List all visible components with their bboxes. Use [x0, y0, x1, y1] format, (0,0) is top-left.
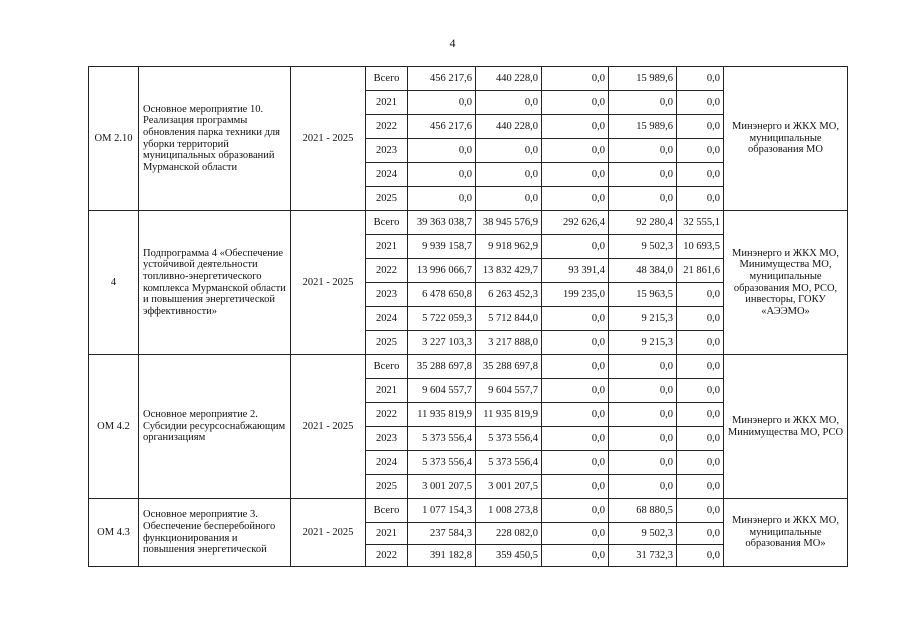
- amount-cell-v4: 31 732,3: [609, 545, 677, 567]
- amount-cell-v1: 237 584,3: [408, 523, 476, 545]
- amount-cell-v2: 5 712 844,0: [476, 307, 542, 331]
- year-cell: 2023: [366, 283, 408, 307]
- amount-cell-v5: 0,0: [677, 427, 724, 451]
- amount-cell-v5: 0,0: [677, 331, 724, 355]
- amount-cell-v3: 0,0: [542, 307, 609, 331]
- amount-cell-v1: 5 373 556,4: [408, 451, 476, 475]
- amount-cell-v4: 15 989,6: [609, 67, 677, 91]
- table-row: [89, 211, 848, 235]
- amount-cell-v4: 0,0: [609, 187, 677, 211]
- amount-cell-v3: 199 235,0: [542, 283, 609, 307]
- amount-cell-v1: 5 722 059,3: [408, 307, 476, 331]
- amount-cell-v4: 0,0: [609, 91, 677, 115]
- activity-name: Подпрограмма 4 «Обеспечение устойчивой деятельности топливно-энергетического комплекса Мурманской области и повышения энергетической эффективности»: [139, 211, 291, 355]
- amount-cell-v2: 228 082,0: [476, 523, 542, 545]
- amount-cell-v3: 0,0: [542, 379, 609, 403]
- amount-cell-v5: 0,0: [677, 545, 724, 567]
- year-cell: 2024: [366, 307, 408, 331]
- table-row: [89, 355, 848, 379]
- amount-cell-v3: 0,0: [542, 163, 609, 187]
- amount-cell-v1: 13 996 066,7: [408, 259, 476, 283]
- year-cell: 2023: [366, 427, 408, 451]
- amount-cell-v1: 456 217,6: [408, 67, 476, 91]
- amount-cell-v4: 15 963,5: [609, 283, 677, 307]
- amount-cell-v1: 0,0: [408, 187, 476, 211]
- amount-cell-v2: 9 918 962,9: [476, 235, 542, 259]
- amount-cell-v3: 0,0: [542, 331, 609, 355]
- year-cell: 2025: [366, 187, 408, 211]
- amount-cell-v5: 32 555,1: [677, 211, 724, 235]
- amount-cell-v4: 68 880,5: [609, 499, 677, 523]
- amount-cell-v5: 0,0: [677, 379, 724, 403]
- amount-cell-v1: 3 001 207,5: [408, 475, 476, 499]
- amount-cell-v2: 5 373 556,4: [476, 451, 542, 475]
- amount-cell-v5: 0,0: [677, 523, 724, 545]
- year-cell: 2022: [366, 403, 408, 427]
- year-cell: 2021: [366, 235, 408, 259]
- activity-name: Основное мероприятие 2. Субсидии ресурсоснабжающим организациям: [139, 355, 291, 499]
- amount-cell-v2: 35 288 697,8: [476, 355, 542, 379]
- amount-cell-v1: 456 217,6: [408, 115, 476, 139]
- amount-cell-v2: 0,0: [476, 163, 542, 187]
- amount-cell-v4: 0,0: [609, 451, 677, 475]
- amount-cell-v1: 9 604 557,7: [408, 379, 476, 403]
- amount-cell-v5: 0,0: [677, 451, 724, 475]
- amount-cell-v4: 9 215,3: [609, 331, 677, 355]
- amount-cell-v2: 9 604 557,7: [476, 379, 542, 403]
- amount-cell-v4: 0,0: [609, 379, 677, 403]
- year-cell: 2024: [366, 163, 408, 187]
- amount-cell-v5: 0,0: [677, 163, 724, 187]
- year-cell: 2021: [366, 379, 408, 403]
- amount-cell-v2: 6 263 452,3: [476, 283, 542, 307]
- amount-cell-v3: 0,0: [542, 355, 609, 379]
- budget-table-body: [89, 67, 848, 567]
- activity-code: ОМ 2.10: [89, 67, 139, 211]
- amount-cell-v3: 0,0: [542, 115, 609, 139]
- amount-cell-v1: 0,0: [408, 139, 476, 163]
- amount-cell-v5: 0,0: [677, 283, 724, 307]
- table-row: [89, 67, 848, 91]
- executors: Минэнерго и ЖКХ МО, муниципальные образования МО»: [724, 499, 848, 567]
- executors: Минэнерго и ЖКХ МО, муниципальные образования МО: [724, 67, 848, 211]
- year-cell: Всего: [366, 355, 408, 379]
- activity-name: Основное мероприятие 10. Реализация программы обновления парка техники для уборки территорий муниципальных образований Мурманской области: [139, 67, 291, 211]
- amount-cell-v3: 0,0: [542, 235, 609, 259]
- amount-cell-v2: 359 450,5: [476, 545, 542, 567]
- amount-cell-v5: 0,0: [677, 499, 724, 523]
- amount-cell-v3: 93 391,4: [542, 259, 609, 283]
- amount-cell-v4: 0,0: [609, 355, 677, 379]
- amount-cell-v5: 0,0: [677, 307, 724, 331]
- executors: Минэнерго и ЖКХ МО, Минимущества МО, РСО: [724, 355, 848, 499]
- amount-cell-v3: 292 626,4: [542, 211, 609, 235]
- year-cell: 2024: [366, 451, 408, 475]
- amount-cell-v4: 0,0: [609, 139, 677, 163]
- amount-cell-v3: 0,0: [542, 545, 609, 567]
- implementation-period: 2021 - 2025: [291, 355, 366, 499]
- amount-cell-v2: 3 217 888,0: [476, 331, 542, 355]
- amount-cell-v1: 11 935 819,9: [408, 403, 476, 427]
- amount-cell-v1: 9 939 158,7: [408, 235, 476, 259]
- amount-cell-v2: 11 935 819,9: [476, 403, 542, 427]
- amount-cell-v3: 0,0: [542, 139, 609, 163]
- amount-cell-v4: 0,0: [609, 403, 677, 427]
- amount-cell-v1: 39 363 038,7: [408, 211, 476, 235]
- budget-table: [88, 66, 848, 567]
- amount-cell-v4: 0,0: [609, 475, 677, 499]
- amount-cell-v2: 0,0: [476, 91, 542, 115]
- amount-cell-v2: 13 832 429,7: [476, 259, 542, 283]
- table-row: [89, 499, 848, 523]
- year-cell: Всего: [366, 211, 408, 235]
- amount-cell-v1: 5 373 556,4: [408, 427, 476, 451]
- year-cell: 2022: [366, 259, 408, 283]
- amount-cell-v5: 21 861,6: [677, 259, 724, 283]
- amount-cell-v2: 0,0: [476, 139, 542, 163]
- amount-cell-v5: 10 693,5: [677, 235, 724, 259]
- amount-cell-v2: 440 228,0: [476, 115, 542, 139]
- year-cell: Всего: [366, 499, 408, 523]
- amount-cell-v2: 1 008 273,8: [476, 499, 542, 523]
- year-cell: 2025: [366, 475, 408, 499]
- amount-cell-v3: 0,0: [542, 427, 609, 451]
- amount-cell-v2: 3 001 207,5: [476, 475, 542, 499]
- amount-cell-v4: 48 384,0: [609, 259, 677, 283]
- amount-cell-v3: 0,0: [542, 499, 609, 523]
- activity-code: ОМ 4.2: [89, 355, 139, 499]
- year-cell: 2022: [366, 545, 408, 567]
- amount-cell-v3: 0,0: [542, 403, 609, 427]
- amount-cell-v2: 440 228,0: [476, 67, 542, 91]
- amount-cell-v3: 0,0: [542, 475, 609, 499]
- amount-cell-v1: 0,0: [408, 163, 476, 187]
- amount-cell-v3: 0,0: [542, 187, 609, 211]
- amount-cell-v3: 0,0: [542, 451, 609, 475]
- amount-cell-v2: 5 373 556,4: [476, 427, 542, 451]
- amount-cell-v1: 3 227 103,3: [408, 331, 476, 355]
- year-cell: Всего: [366, 67, 408, 91]
- year-cell: 2021: [366, 523, 408, 545]
- amount-cell-v1: 35 288 697,8: [408, 355, 476, 379]
- amount-cell-v2: 0,0: [476, 187, 542, 211]
- amount-cell-v4: 0,0: [609, 163, 677, 187]
- amount-cell-v1: 1 077 154,3: [408, 499, 476, 523]
- amount-cell-v5: 0,0: [677, 115, 724, 139]
- implementation-period: 2021 - 2025: [291, 67, 366, 211]
- amount-cell-v1: 6 478 650,8: [408, 283, 476, 307]
- amount-cell-v5: 0,0: [677, 355, 724, 379]
- amount-cell-v4: 92 280,4: [609, 211, 677, 235]
- amount-cell-v2: 38 945 576,9: [476, 211, 542, 235]
- year-cell: 2025: [366, 331, 408, 355]
- year-cell: 2023: [366, 139, 408, 163]
- amount-cell-v4: 9 502,3: [609, 523, 677, 545]
- amount-cell-v4: 15 989,6: [609, 115, 677, 139]
- page-number: 4: [449, 36, 456, 50]
- implementation-period: 2021 - 2025: [291, 211, 366, 355]
- amount-cell-v4: 0,0: [609, 427, 677, 451]
- amount-cell-v3: 0,0: [542, 523, 609, 545]
- activity-name: Основное мероприятие 3. Обеспечение бесперебойного функционирования и повышения энергетической: [139, 499, 291, 567]
- executors: Минэнерго и ЖКХ МО, Минимущества МО, муниципальные образования МО, РСО, инвесторы, ГОКУ «АЭЭМО»: [724, 211, 848, 355]
- amount-cell-v5: 0,0: [677, 187, 724, 211]
- implementation-period: 2021 - 2025: [291, 499, 366, 567]
- amount-cell-v3: 0,0: [542, 67, 609, 91]
- amount-cell-v5: 0,0: [677, 139, 724, 163]
- amount-cell-v5: 0,0: [677, 67, 724, 91]
- amount-cell-v5: 0,0: [677, 475, 724, 499]
- amount-cell-v1: 0,0: [408, 91, 476, 115]
- amount-cell-v5: 0,0: [677, 91, 724, 115]
- year-cell: 2022: [366, 115, 408, 139]
- amount-cell-v4: 9 215,3: [609, 307, 677, 331]
- year-cell: 2021: [366, 91, 408, 115]
- activity-code: 4: [89, 211, 139, 355]
- amount-cell-v1: 391 182,8: [408, 545, 476, 567]
- amount-cell-v4: 9 502,3: [609, 235, 677, 259]
- activity-code: ОМ 4.3: [89, 499, 139, 567]
- amount-cell-v3: 0,0: [542, 91, 609, 115]
- amount-cell-v5: 0,0: [677, 403, 724, 427]
